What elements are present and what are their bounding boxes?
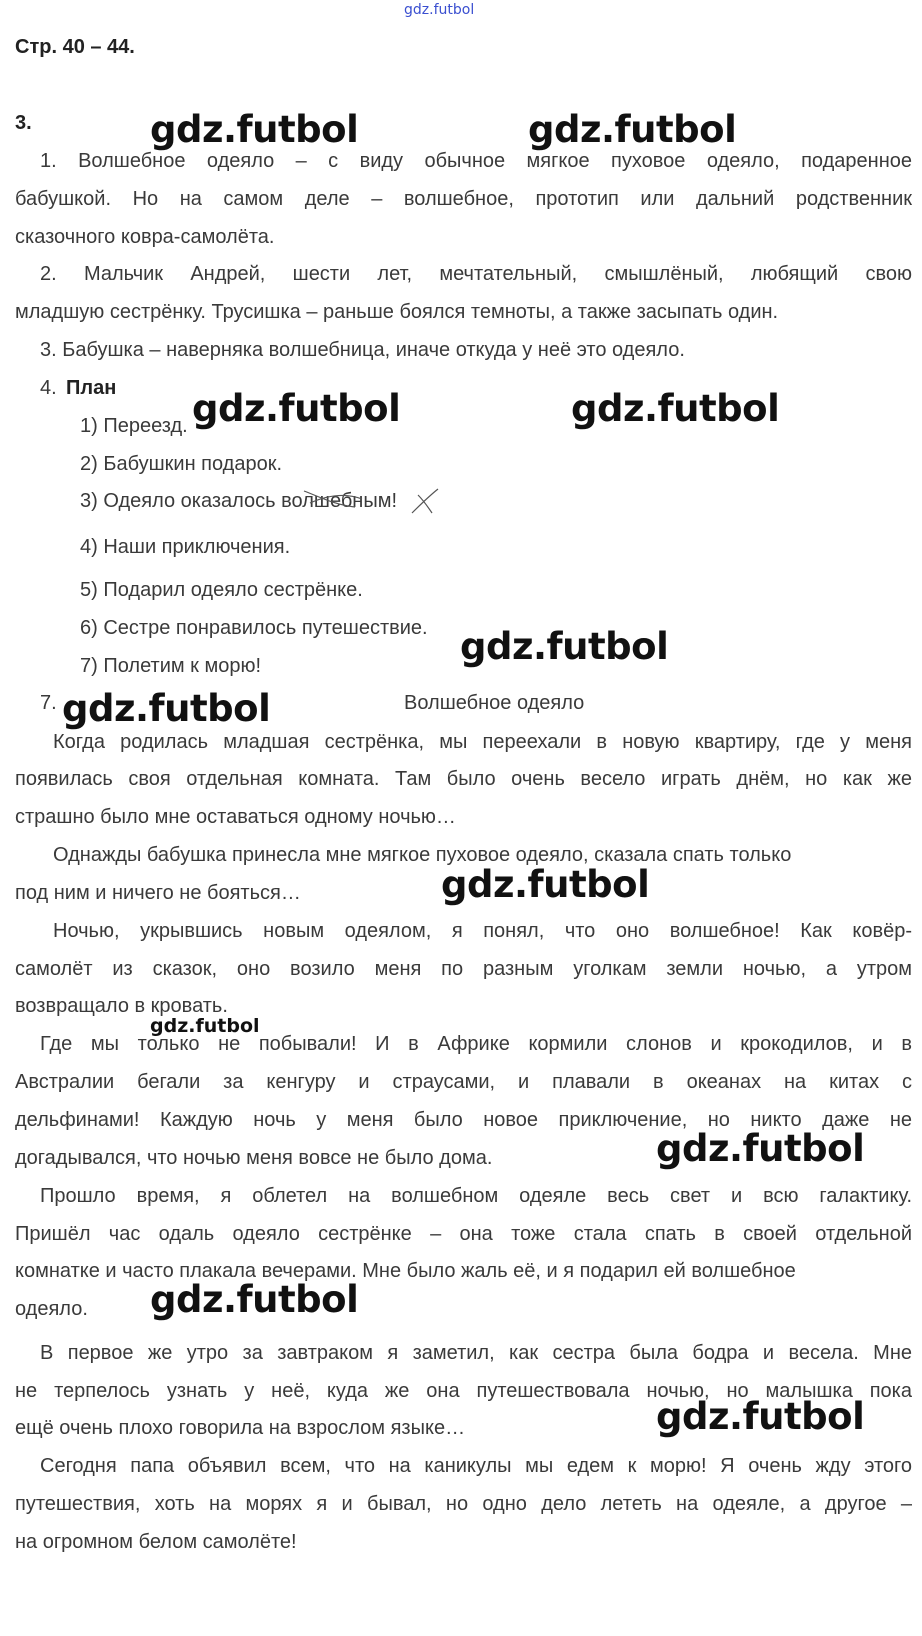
story-p5-line-4: одеяло. — [15, 1298, 88, 1320]
section-3-number: 3. — [15, 112, 32, 134]
story-p5-line-1: Прошло время, я облетел на волшебном одеяле весь свет и всю галактику. — [40, 1185, 912, 1207]
section-7-number: 7. — [40, 692, 57, 714]
answer-2-line-2: младшую сестрёнку. Трусишка – раньше боялся темноты, а также засыпать один. — [15, 301, 779, 323]
answer-2-line-1: 2. Мальчик Андрей, шести лет, мечтательный, смышлёный, любящий свою — [40, 263, 912, 285]
story-p6-line-1: В первое же утро за завтраком я заметил, как сестра была бодра и весела. Мне — [40, 1342, 912, 1364]
plan-item: 1) Переезд. — [80, 415, 188, 437]
plan-item: 5) Подарил одеяло сестрёнке. — [80, 579, 363, 601]
answer-1-line-2: бабушкой. Но на самом деле – волшебное, прототип или дальний родственник — [15, 188, 912, 210]
story-p4-line-4: догадывался, что ночью меня вовсе не было дома. — [15, 1147, 493, 1169]
watermark: gdz.futbol — [150, 1278, 359, 1321]
plan-item: 4) Наши приключения. — [80, 536, 291, 558]
watermark: gdz.futbol — [150, 108, 359, 151]
story-p3-line-2: самолёт из сказок, оно возило меня по разным уголкам земли ночью, а утром — [15, 958, 912, 980]
watermark: gdz.futbol — [571, 387, 780, 430]
story-p5-line-2: Пришёл час одаль одеяло сестрёнке – она тоже стала спать в своей отдельной — [15, 1223, 912, 1245]
story-p7-line-1: Сегодня папа объявил всем, что на каникулы мы едем к морю! Я очень жду этого — [40, 1455, 912, 1477]
story-p7-line-2: путешествия, хоть на морях я и бывал, но одно дело лететь на одеяле, а другое – — [15, 1493, 912, 1515]
plan-item: 3) Одеяло оказалось волшебным! — [80, 490, 398, 512]
plan-item: 6) Сестре понравилось путешествие. — [80, 617, 428, 639]
story-p7-line-3: на огромном белом самолёте! — [15, 1531, 297, 1553]
story-p4-line-3: дельфинами! Каждую ночь у меня было новое приключение, но никто даже не — [15, 1109, 912, 1131]
story-p1-line-3: страшно было мне оставаться одному ночью… — [15, 806, 456, 828]
watermark: gdz.futbol — [460, 625, 669, 668]
plan-item: 7) Полетим к морю! — [80, 655, 262, 677]
plan-title: План — [66, 377, 117, 399]
watermark: gdz.futbol — [656, 1395, 865, 1438]
story-p6-line-3: ещё очень плохо говорила на взрослом языке… — [15, 1417, 466, 1439]
answer-1-line-3: сказочного ковра-самолёта. — [15, 226, 275, 248]
pencil-scribble-icon — [300, 483, 445, 521]
watermark: gdz.futbol — [192, 387, 401, 430]
watermark: gdz.futbol — [441, 863, 650, 906]
page-reference: Стр. 40 – 44. — [15, 36, 135, 58]
answer-4-number: 4. — [40, 377, 57, 399]
plan-item: 2) Бабушкин подарок. — [80, 453, 283, 475]
story-p1-line-1: Когда родилась младшая сестрёнка, мы переехали в новую квартиру, где у меня — [53, 731, 912, 753]
watermark: gdz.futbol — [528, 108, 737, 151]
story-p4-line-1: Где мы только не побывали! И в Африке кормили слонов и крокодилов, и в — [40, 1033, 912, 1055]
story-p2-line-2: под ним и ничего не бояться… — [15, 882, 301, 904]
answer-1-line-1: 1. Волшебное одеяло – с виду обычное мягкое пуховое одеяло, подаренное — [40, 150, 912, 172]
watermark-small: gdz.futbol — [150, 1015, 260, 1037]
story-p3-line-3: возвращало в кровать. — [15, 995, 228, 1017]
watermark: gdz.futbol — [62, 687, 271, 730]
story-p6-line-2: не терпелось узнать у неё, куда же она путешествовала ночью, но малышка пока — [15, 1380, 912, 1402]
story-p3-line-1: Ночью, укрывшись новым одеялом, я понял, что оно волшебное! Как ковёр- — [53, 920, 912, 942]
story-p1-line-2: появилась своя отдельная комната. Там было очень весело играть днём, но как же — [15, 768, 912, 790]
story-p5-line-3: комнатке и часто плакала вечерами. Мне было жаль её, и я подарил ей волшебное — [15, 1260, 796, 1282]
story-title: Волшебное одеяло — [404, 692, 585, 714]
answer-3: 3. Бабушка – наверняка волшебница, иначе откуда у неё это одеяло. — [40, 339, 685, 361]
top-watermark: gdz.futbol — [404, 2, 475, 18]
story-p2-line-1: Однажды бабушка принесла мне мягкое пуховое одеяло, сказала спать только — [53, 844, 792, 866]
watermark: gdz.futbol — [656, 1127, 865, 1170]
story-p4-line-2: Австралии бегали за кенгуру и страусами, и плавали в океанах на китах с — [15, 1071, 912, 1093]
